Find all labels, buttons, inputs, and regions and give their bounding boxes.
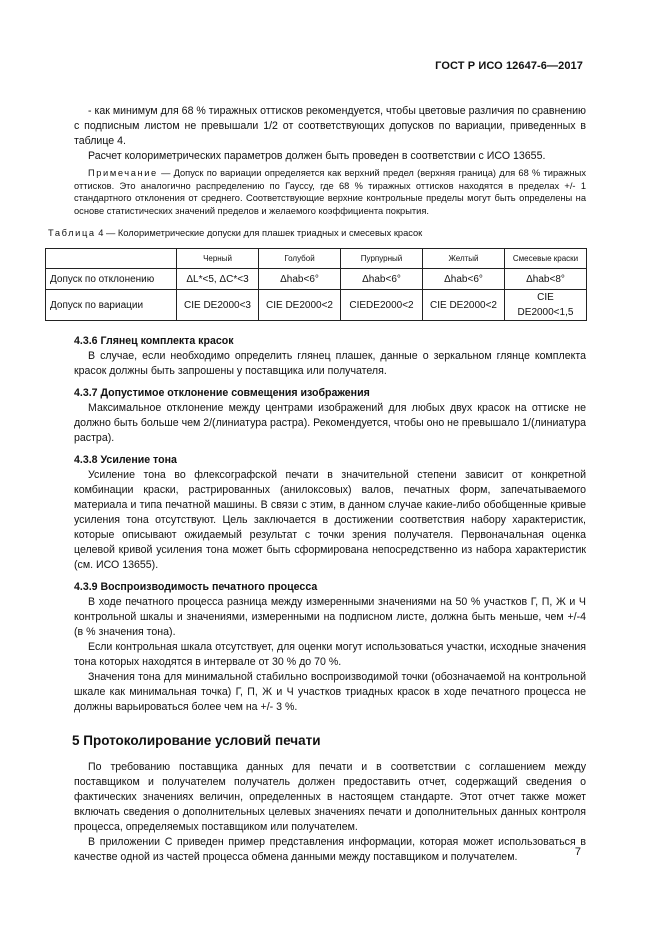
note-text: — Допуск по вариации определяется как верхний предел (верхняя граница) для 68 % тиражных оттисков. Это аналогично распределению по Гауссу, где 68 % тиражных оттисков находятся в пределах +/- 1 стандартного отклонения от среднего. Соответствующие верхние контрольные пределы могут быть определены на основе статистических значений пределов и желаемого коэффициента покрытия. <box>74 168 586 216</box>
table-cell: CIE DE2000<1,5 <box>505 290 587 321</box>
paragraph: Расчет колориметрических параметров должен быть проведен в соответствии с ИСО 13655. <box>88 150 546 162</box>
paragraph: В случае, если необходимо определить глянец плашек, данные о зеркальном глянце комплекта красок должны быть запрошены у поставщика или получателя. <box>74 350 586 378</box>
table-cell: CIE DE2000<2 <box>259 290 341 321</box>
table-caption <box>48 227 588 239</box>
paragraph: Значения тона для минимальной стабильно воспроизводимой точки (обозначаемой на контрольной шкале как минимальная точка) Г, П, Ж и Ч участков триадных красок в ходе печатного процесса не должны варьироваться более чем на +/- 3 %. <box>74 671 586 714</box>
document-header: ГОСТ Р ИСО 12647-6—2017 <box>435 60 583 72</box>
table-header-cell: Желтый <box>423 249 505 269</box>
table-cell: Δhab<6° <box>259 269 341 290</box>
paragraph: - как минимум для 68 % тиражных оттисков рекомендуется, чтобы цветовые различия по сравнению с подписным листом не превышали 1/2 от соответствующих допусков по вариации, приведенных в таблице 4. <box>74 105 586 147</box>
table-row <box>46 290 587 321</box>
table-row <box>46 269 587 290</box>
page-number: 7 <box>574 846 581 858</box>
section-heading: 4.3.9 Воспроизводимость печатного процесса <box>74 581 318 594</box>
paragraph: Усиление тона во флексографской печати в значительной степени зависит от конкретной комбинации краски, растрированных (анилоксовых) валов, печатных форм, запечатываемого материала и типа печатной машины. В связи с этим, в данном случае какие-либо обобщенные кривые усиления тона отсутствуют. Цель заключается в достижении соответствия набору характеристик, которые описывают ожидаемый результат с точки зрения получателя. Первоначальная оценка целевой кривой усиления тона может быть сформирована непосредственно из набора характеристик (см. ИСО 13655). <box>74 469 586 572</box>
section-heading: 4.3.6 Глянец комплекта красок <box>74 335 234 348</box>
table-cell: CIEDE2000<2 <box>341 290 423 321</box>
table-cell: CIE DE2000<2 <box>423 290 505 321</box>
table-cell: Δhab<8° <box>505 269 587 290</box>
table-cell: Δhab<6° <box>423 269 505 290</box>
table-cell: ΔL*<5, ΔC*<3 <box>177 269 259 290</box>
table-cell: Δhab<6° <box>341 269 423 290</box>
note-label: Примечание <box>88 168 158 178</box>
table-caption-label: Таблица <box>48 228 96 239</box>
section-heading: 4.3.7 Допустимое отклонение совмещения изображения <box>74 387 370 400</box>
page-content <box>48 104 586 865</box>
paragraph: Максимальное отклонение между центрами изображений для любых двух красок на оттиске не должно быть больше чем 2/(линиатура растра). Рекомендуется, чтобы оно не превышало 1/(линиатура растра). <box>74 402 586 445</box>
table-header-row <box>46 249 587 269</box>
paragraph: В ходе печатного процесса разница между измеренными значениями на 50 % участков Г, П, Ж и Ч контрольной шкалы и значениями, измеренными на подписном листе, должна быть меньше, чем +/-4 (в % значения тона). <box>74 596 586 639</box>
table-caption-text: 4 — Колориметрические допуски для плашек триадных и смесевых красок <box>95 228 423 239</box>
table-header-cell: Черный <box>177 249 259 269</box>
table-cell: Допуск по вариации <box>46 290 177 321</box>
paragraph: В приложении С приведен пример представления информации, которая может использоваться в качестве одной из частей процесса обмена данными между поставщиком и получателем. <box>74 836 586 864</box>
paragraph: Если контрольная шкала отсутствует, для оценки могут использоваться участки, исходные значения тона которых находятся в интервале от 30 % до 70 %. <box>74 641 586 669</box>
table-cell: CIE DE2000<3 <box>177 290 259 321</box>
table-header-cell: Пурпурный <box>341 249 423 269</box>
table-header-cell <box>46 249 177 269</box>
table-header-cell: Голубой <box>259 249 341 269</box>
table-header-cell: Смесевые краски <box>505 249 587 269</box>
section-heading: 4.3.8 Усиление тона <box>74 454 177 467</box>
table-cell: Допуск по отклонению <box>46 269 177 290</box>
paragraph: По требованию поставщика данных для печати и в соответствии с соглашением между поставщиком и получателем получатель должен предоставить отчет, содержащий сведения о фактических значениях величин, определенных в настоящем стандарте. Этот отчет также может включать сведения о дополнительных целевых значениях печати и дополнительных данных контроля процесса, определяемых поставщиком или получателем. <box>74 761 586 834</box>
chapter-heading: 5 Протоколирование условий печати <box>72 733 321 749</box>
note <box>74 167 586 217</box>
tolerance-table <box>45 248 587 321</box>
